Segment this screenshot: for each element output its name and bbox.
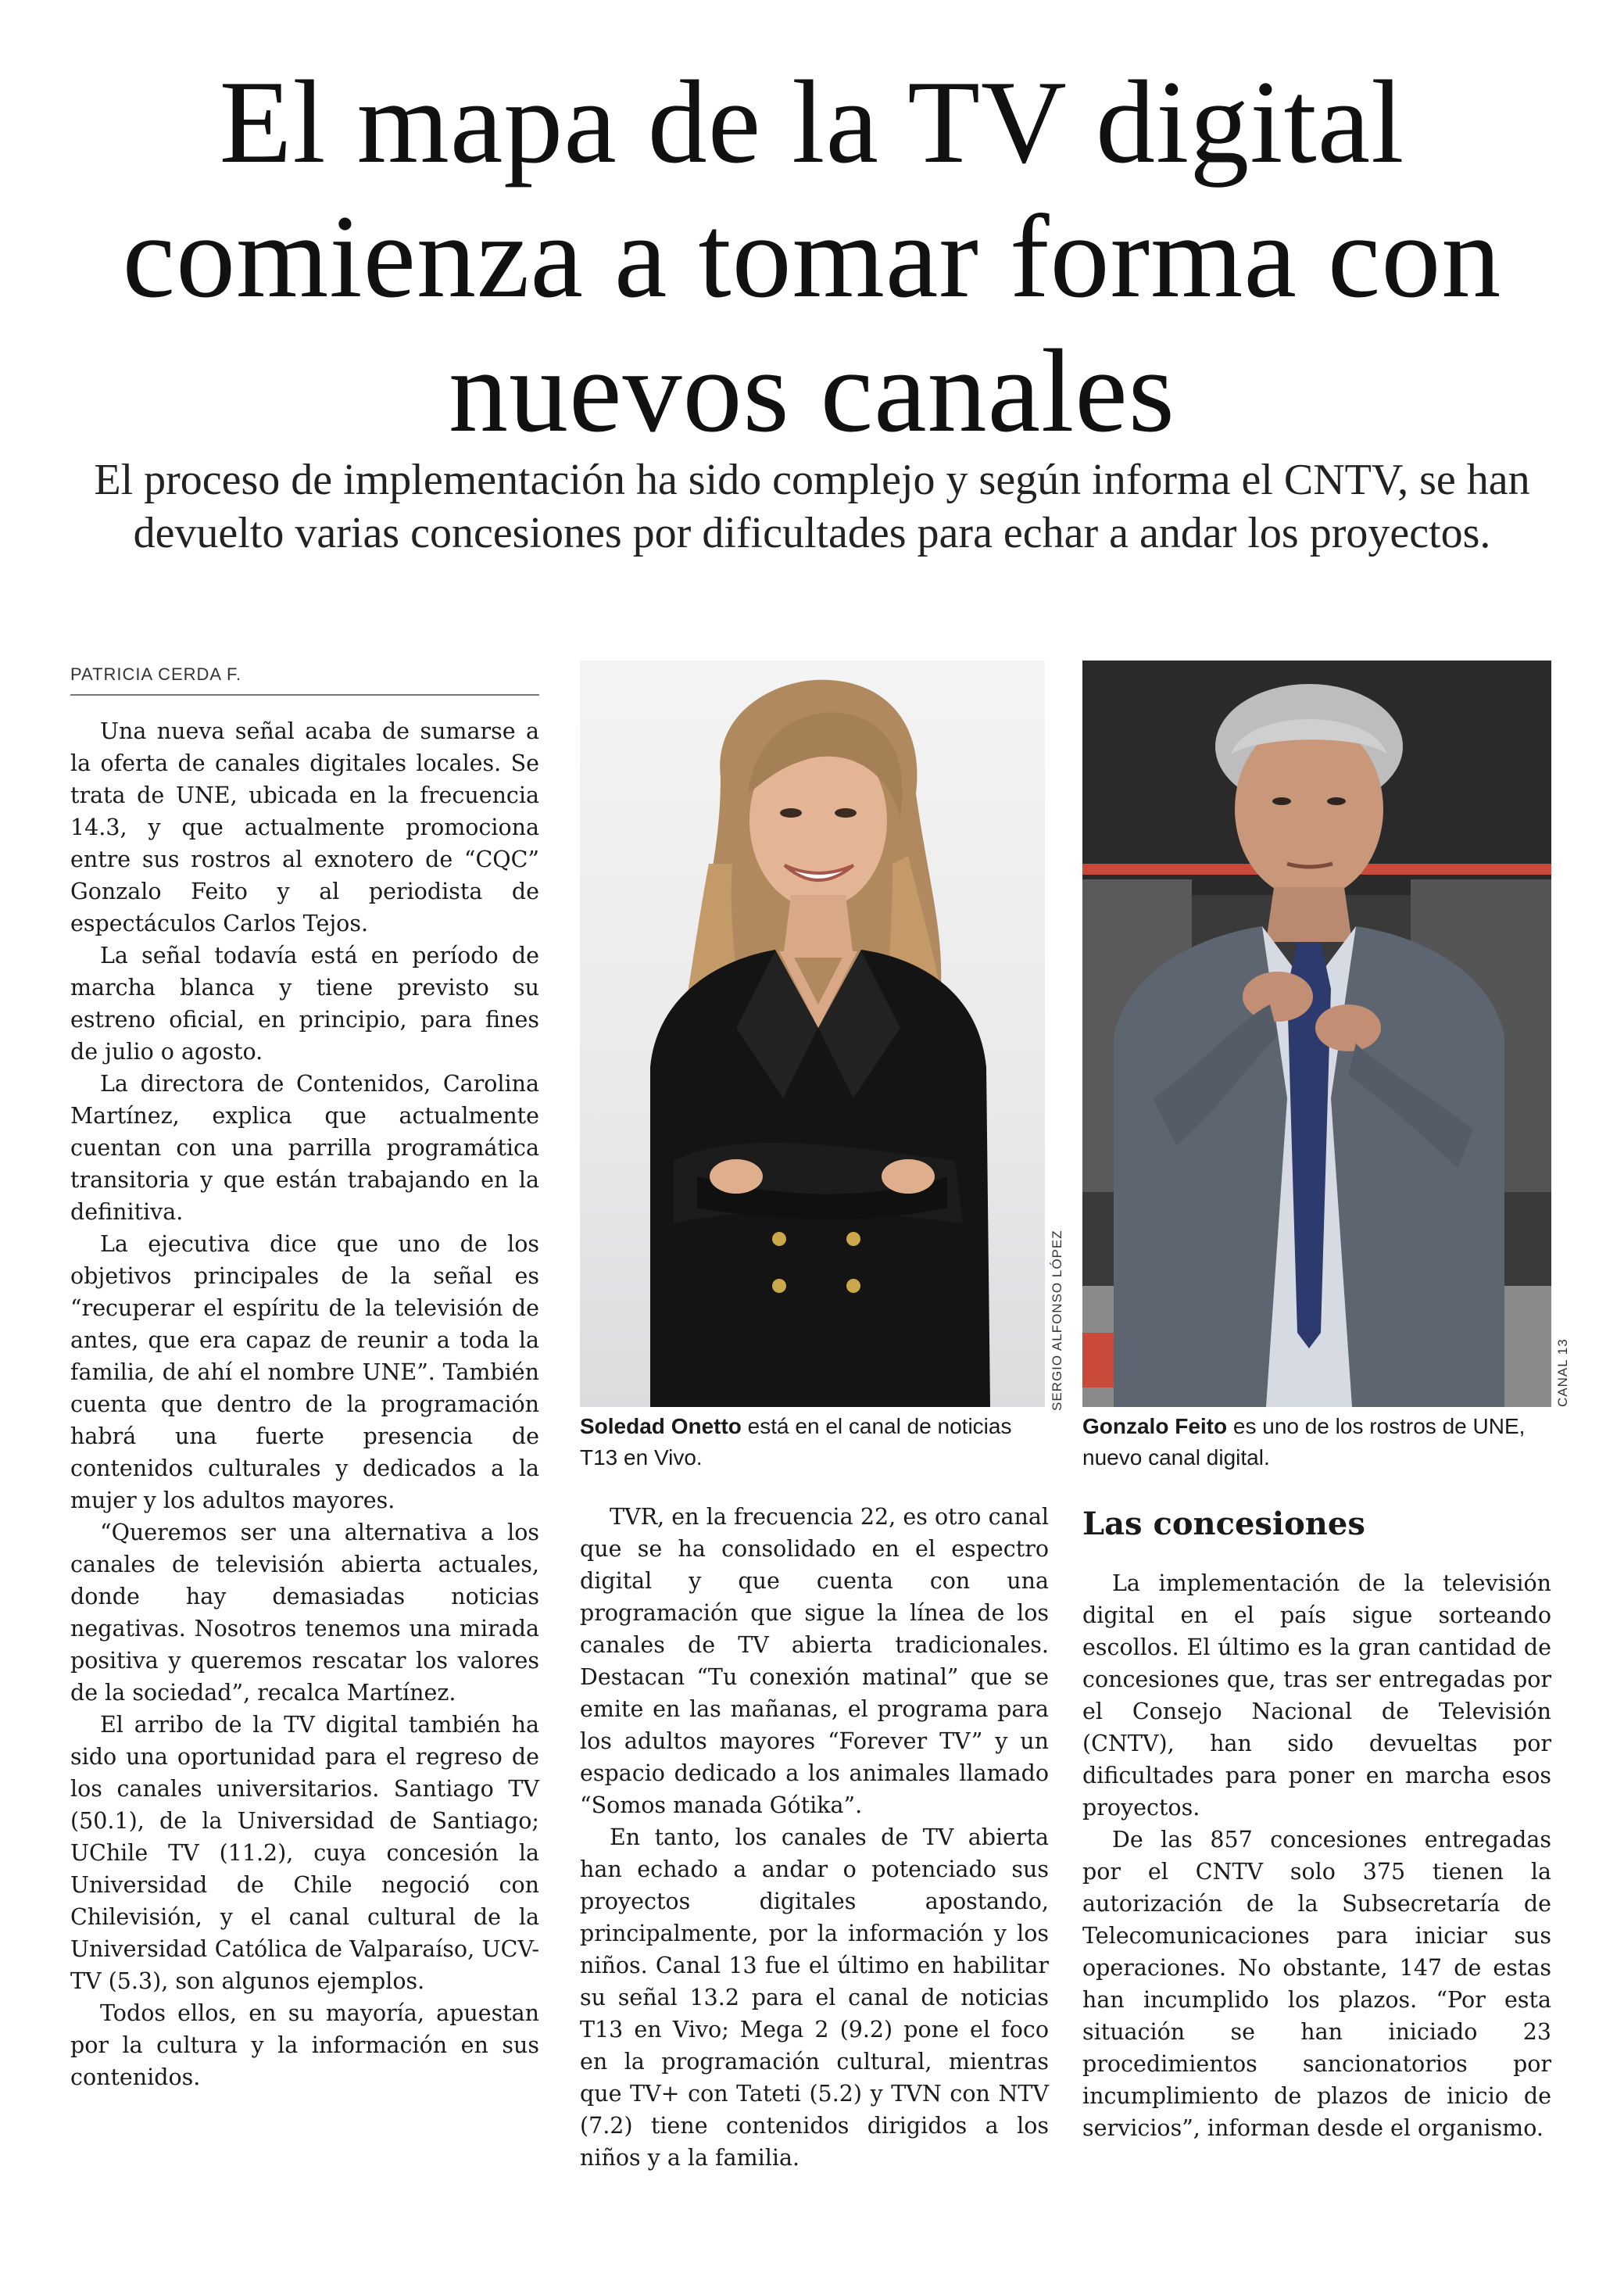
photo-caption bbox=[580, 1411, 1049, 1473]
column-2 bbox=[580, 1501, 1049, 2251]
paragraph: En tanto, los canales de TV abierta han echado a andar o potenciado sus proyectos digitales apostando, principalmente, por la información y los niños. Canal 13 fue el último en habilitar su señal 13.2 para el canal de noticias T13 en Vivo; Mega 2 (9.2) pone el foco en la programación cultural, mientras que TV+ con Tateti (5.2) y TVN con NTV (7.2) tiene contenidos dirigidos a los niños y a la familia. bbox=[580, 1824, 1049, 2171]
photo-caption bbox=[1082, 1411, 1551, 1473]
column-1 bbox=[70, 715, 539, 2239]
paragraph: De las 857 concesiones entregadas por el CNTV solo 375 tienen la autorización de la Subsecretaría de Telecomunicaciones para iniciar sus operaciones. No obstante, 147 de estas han incumplido los plazos. “Por esta situación se han iniciado 23 procedimientos sancionatorios por incumplimiento de plazos de inicio de servicios”, informan desde el organismo. bbox=[1082, 1827, 1551, 2141]
byline: PATRICIA CERDA F. bbox=[70, 664, 539, 696]
caption-name: Soledad Onetto bbox=[580, 1414, 742, 1438]
paragraph: “Queremos ser una alternativa a los canales de televisión abierta actuales, donde hay demasiadas noticias negativas. Nosotros tenemos una mirada positiva y queremos rescatar los valores de la sociedad”, recalca Martínez. bbox=[70, 1520, 539, 1706]
photo-credit: SERGIO ALFONSO LÓPEZ bbox=[1050, 1230, 1064, 1411]
headline: El mapa de la TV digital comienza a tomar forma con nuevos canales bbox=[122, 56, 1502, 456]
portrait-woman-illustration bbox=[580, 661, 1045, 1407]
paragraph: El arribo de la TV digital también ha sido una oportunidad para el regreso de los canales universitarios. Santiago TV (50.1), de la Universidad de Santiago; UChile TV (11.2), cuya concesión la Universidad de Chile negoció con Chilevisión, y el canal cultural de la Universidad Católica de Valparaíso, UCV-TV (5.3), son algunos ejemplos. bbox=[70, 1712, 539, 1994]
paragraph: Todos ellos, en su mayoría, apuestan por la cultura y la información en sus contenidos. bbox=[70, 2000, 539, 2090]
photo-gonzalo-feito bbox=[1082, 661, 1551, 1407]
section-subhead: Las concesiones bbox=[1082, 1505, 1365, 1542]
paragraph: La ejecutiva dice que uno de los objetivos principales de la señal es “recuperar el espíritu de la televisión de antes, que era capaz de reunir a toda la familia, de ahí el nombre UNE”. También cuenta que dentro de la programación habrá una fuerte presencia de contenidos culturales y dedicados a la mujer y los adultos mayores. bbox=[70, 1231, 539, 1513]
paragraph: La señal todavía está en período de marcha blanca y tiene previsto su estreno oficial, en principio, para fines de julio o agosto. bbox=[70, 943, 539, 1065]
paragraph: TVR, en la frecuencia 22, es otro canal que se ha consolidado en el espectro digital y que cuenta con una programación que sigue la línea de los canales de TV abierta tradicionales. Destacan “Tu conexión matinal” que se emite en las mañanas, el programa para los adultos mayores “Forever TV” y un espacio dedicado a los animales llamado “Somos manada Gótika”. bbox=[580, 1504, 1049, 1818]
paragraph: La implementación de la televisión digital en el país sigue sorteando escollos. El último es la gran cantidad de concesiones que, tras ser entregadas por el Consejo Nacional de Televisión (CNTV), han sido devueltas por dificultades para poner en marcha esos proyectos. bbox=[1082, 1570, 1551, 1821]
caption-text: está en el canal de noticias T13 en Vivo. bbox=[580, 1414, 1012, 1470]
portrait-man-illustration bbox=[1082, 661, 1551, 1407]
deck: El proceso de implementación ha sido complejo y según informa el CNTV, se han devuelto varias concesiones por dificultades para echar a andar los proyectos. bbox=[94, 456, 1530, 557]
paragraph: La directora de Contenidos, Carolina Martínez, explica que actualmente cuentan con una parrilla programática transitoria y que están trabajando en la definitiva. bbox=[70, 1071, 539, 1225]
column-3 bbox=[1082, 1567, 1551, 2255]
photo-soledad-onetto bbox=[580, 661, 1045, 1407]
caption-name: Gonzalo Feito bbox=[1082, 1414, 1228, 1438]
photo-credit: CANAL 13 bbox=[1555, 1338, 1570, 1407]
paragraph: Una nueva señal acaba de sumarse a la oferta de canales digitales locales. Se trata de UNE, ubicada en la frecuencia 14.3, y que actualmente promociona entre sus rostros al exnotero de “CQC” Gonzalo Feito y al periodista de espectáculos Carlos Tejos. bbox=[70, 718, 539, 936]
caption-text: es uno de los rostros de UNE, nuevo canal digital. bbox=[1082, 1414, 1526, 1470]
